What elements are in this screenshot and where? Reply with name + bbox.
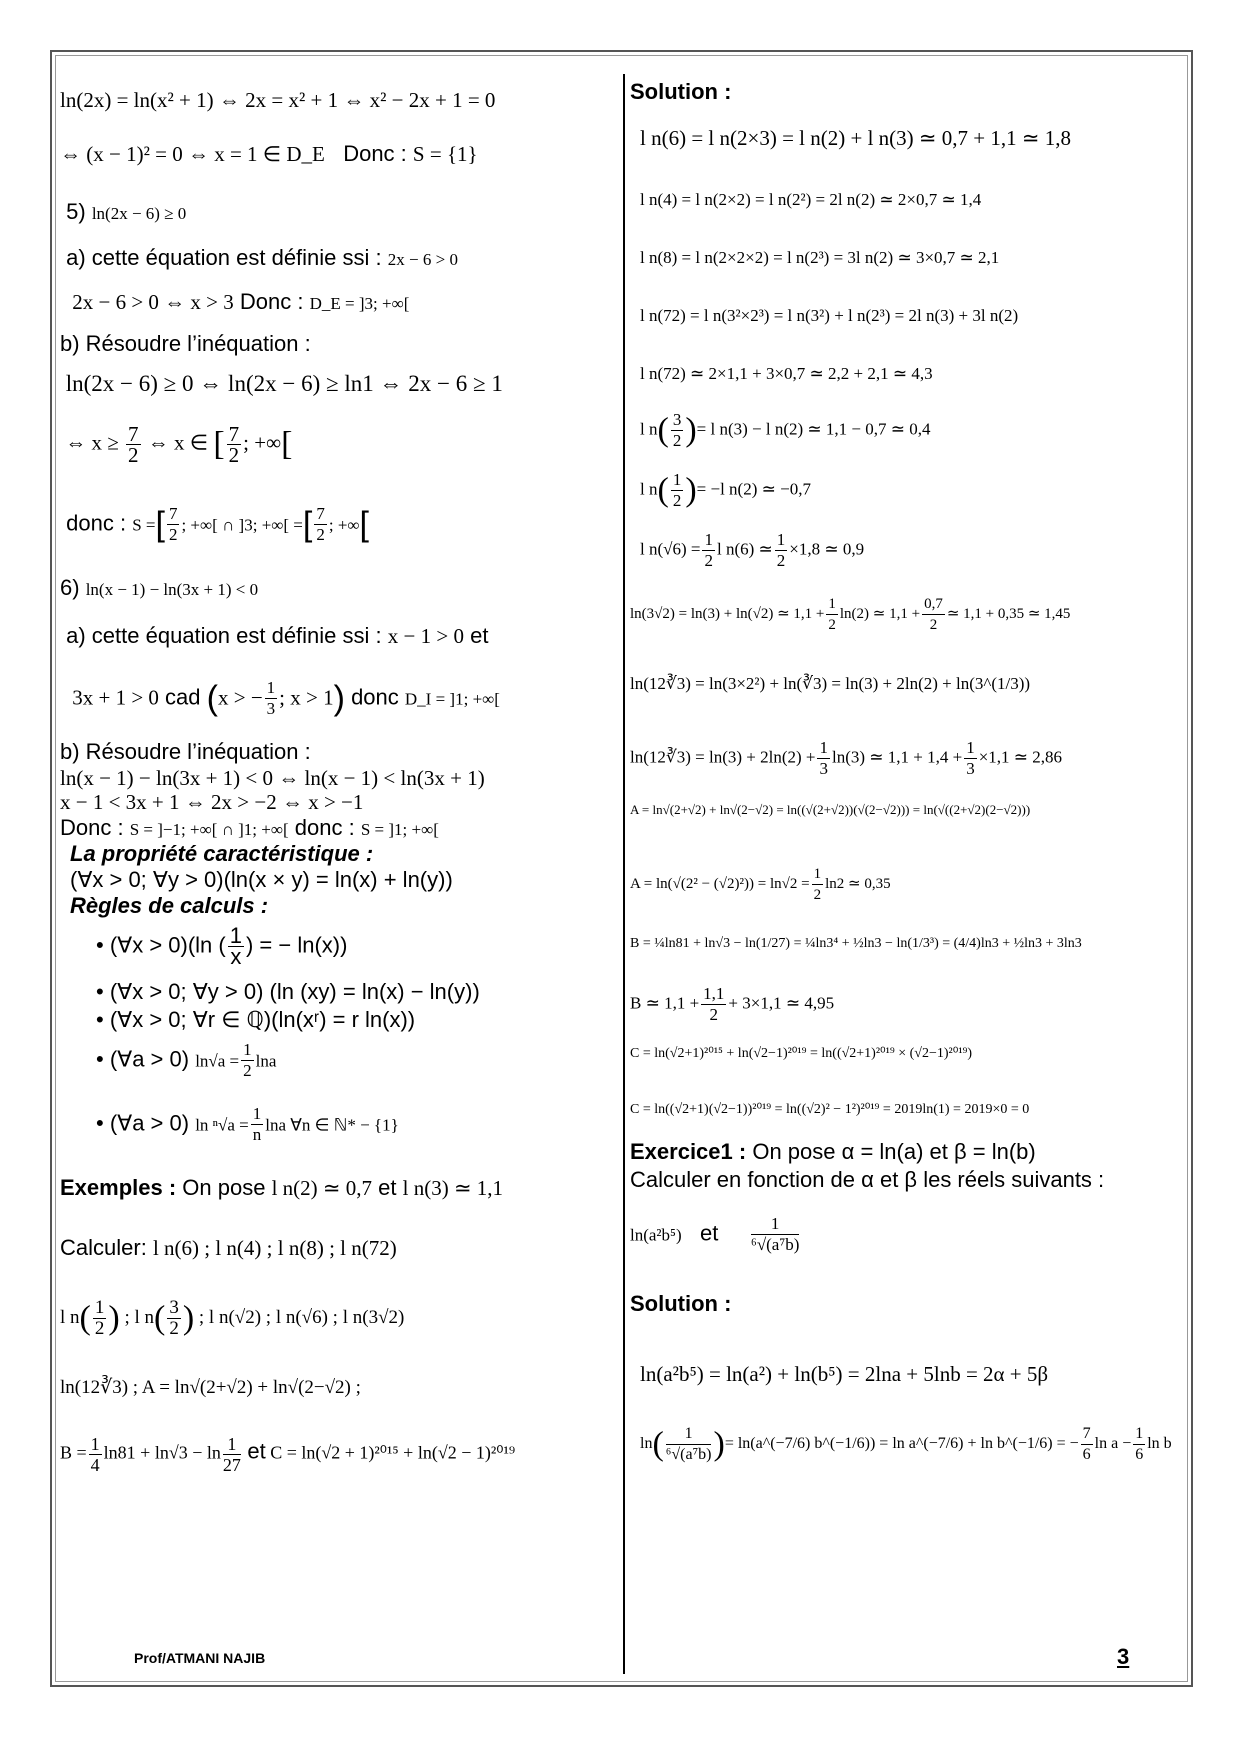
paren: ( [206, 679, 218, 718]
exercise-expressions [630, 1214, 801, 1255]
numerator: 3 [169, 1297, 179, 1318]
fraction-1-3 [265, 678, 278, 719]
solution-set-line [60, 504, 369, 545]
ln-label: ln [640, 1435, 653, 1453]
domain-set: D_I = ]1; +∞[ [404, 689, 500, 709]
calculate-list: ; l n(√2) ; l n(√6) ; l n(3√2) [198, 1306, 405, 1328]
donc-label: donc [351, 684, 399, 710]
solution-line: l n(72) = l n(3²×2³) = l n(3²) + l n(2³) = 2l n(3) + 3l n(2) [640, 306, 1019, 325]
ln-label: ; l n [124, 1306, 154, 1328]
denominator: 2 [828, 617, 836, 633]
exercise-instruction: Calculer en fonction de α et β les réels suivants : [630, 1167, 1105, 1192]
solve-line-1 [60, 370, 503, 398]
numerator: 7 [228, 422, 240, 446]
solution-title-2: Solution : [630, 1291, 732, 1316]
author-footer: Prof/ATMANI NAJIB [134, 1650, 266, 1666]
domain-condition-line [60, 244, 458, 274]
paren: ) [685, 411, 697, 449]
solution-line [630, 984, 834, 1025]
solution-expr: = −l n(2) ≃ −0,7 [696, 479, 811, 499]
solution-expr: ×1,8 ≃ 0,9 [789, 539, 865, 559]
denominator: 2 [776, 551, 786, 570]
solution-expr: = ln(a^(−7/6) b^(−1/6)) = ln a^(−7/6) + ln b^(−1/6) = − [724, 1435, 1079, 1453]
numerator: 3 [672, 410, 682, 429]
solve-line-4: x − 1 < 3x + 1 ⇔ 2x > −2 ⇔ x > −1 [60, 790, 364, 814]
property-text: (∀x > 0; ∀y > 0)(ln(x × y) = ln(x) + ln(y)) [70, 867, 453, 892]
paren: ) [713, 1425, 725, 1463]
solution-line: l n(8) = l n(2×2×2) = l n(2³) = 3l n(2) ≃ 3×0,7 ≃ 2,1 [640, 248, 1000, 267]
numerator: 1 [266, 678, 276, 697]
fraction-1-4 [89, 1434, 102, 1475]
fraction-1-2 [826, 594, 838, 635]
fraction-7-2 [126, 424, 141, 465]
item-5-heading [60, 198, 186, 228]
solve-line-2 [60, 424, 292, 465]
denominator: 2 [228, 443, 240, 467]
solution-line: A = ln√(2+√2) + ln√(2−√2) = ln((√(2+√2))(√(2−√2))) = ln(√((2+√2)(2−√2))) [630, 802, 1031, 817]
fraction-1-2 [93, 1298, 107, 1339]
condition-expr: ; x > 1 [279, 685, 334, 710]
solve-line-3: ln(x − 1) − ln(3x + 1) < 0 ⇔ ln(x − 1) < ln(3x + 1) [60, 766, 485, 790]
fraction-1-3 [817, 738, 830, 779]
numerator: 1 [751, 1214, 800, 1235]
numerator: 1 [229, 923, 242, 948]
solution-set: S = {1} [412, 142, 478, 166]
denominator: ⁶√(a⁷b) [750, 1235, 800, 1254]
paren: ( [79, 1299, 91, 1337]
ln-label: l n [640, 479, 658, 499]
numerator: 1 [94, 1297, 105, 1318]
rule-text: (∀x > 0; ∀r ∈ ℚ)(ln(xʳ) = r ln(x)) [109, 1007, 416, 1032]
fraction-1-2 [702, 530, 715, 571]
solve-heading: b) Résoudre l’inéquation : [60, 331, 311, 356]
fraction-1-2 [812, 864, 824, 905]
numerator: 1 [966, 738, 975, 757]
donc-label: donc : [294, 815, 355, 840]
numerator: 1 [252, 1104, 262, 1123]
paren: ) [108, 1299, 120, 1337]
solution-expr: + 3×1,1 ≃ 4,95 [728, 993, 835, 1013]
denominator: 6 [1135, 1446, 1144, 1463]
fraction-1-2 [241, 1040, 254, 1081]
numerator: 7 [168, 504, 178, 523]
donc-label: Donc : [343, 141, 407, 166]
solve-member: ⇔ x ∈ [147, 430, 209, 455]
fraction-07-2 [922, 594, 945, 635]
rule-item-1: • (∀x > 0)(ln ( $\frac{1}{x}$ ) = − ln(x)) [96, 923, 348, 969]
fraction-7-6 [1081, 1424, 1093, 1465]
denominator: 2 [169, 1318, 179, 1339]
exercise-text: On pose α = ln(a) et β = ln(b) [752, 1139, 1036, 1164]
solution-line [640, 470, 811, 511]
condition-label: a) cette équation est définie ssi : [66, 623, 382, 648]
denominator: 2 [704, 551, 713, 570]
calculate-line [60, 1234, 397, 1262]
numerator: 7 [128, 422, 139, 446]
rule-text: (∀a > 0) [109, 1046, 190, 1072]
solution-expr: B ≃ 1,1 + [630, 993, 700, 1013]
rule-expr: lna ∀n ∈ ℕ* − {1} [265, 1115, 399, 1135]
denominator: 2 [316, 525, 325, 544]
examples-title: Exemples : [60, 1175, 177, 1200]
c-expr: C = ln(√2 + 1)²⁰¹⁵ + ln(√2 − 1)²⁰¹⁹ [270, 1442, 516, 1463]
solution-expr: ln a − [1094, 1435, 1132, 1453]
denominator: 2 [243, 1061, 252, 1080]
numerator: 1 [672, 470, 682, 489]
solution-line [630, 864, 891, 905]
calculate-list: l n(6) ; l n(4) ; l n(8) ; l n(72) [152, 1236, 397, 1260]
left-column [60, 74, 616, 1674]
paren: ( [657, 411, 669, 449]
denominator: 2 [168, 525, 178, 544]
solution-line: l n(72) ≃ 2×1,1 + 3×0,7 ≃ 2,2 + 2,1 ≃ 4,3 [640, 364, 933, 383]
numerator: 1 [776, 530, 786, 549]
calculate-line-2 [60, 1298, 404, 1339]
donc-label: Donc : [239, 289, 304, 314]
fraction-1-3 [964, 738, 977, 779]
fraction-1-root [751, 1214, 800, 1255]
solution-line [630, 738, 1062, 779]
numerator: 1 [826, 594, 838, 615]
condition-label: a) cette équation est définie ssi : [66, 245, 382, 270]
solve-heading-2: b) Résoudre l’inéquation : [60, 739, 311, 764]
property-title: La propriété caractéristique : [70, 841, 374, 866]
fraction-3-2 [167, 1298, 181, 1339]
rule-text: (∀x > 0; ∀y > 0) (ln (xy) = ln(x) − ln(y)) [109, 979, 480, 1004]
and-label: et [699, 1220, 719, 1246]
numerator: 0,7 [922, 594, 945, 615]
denominator: 2 [709, 1005, 719, 1024]
numerator: 1 [223, 1434, 241, 1455]
page-number: 3 [1117, 1644, 1130, 1669]
donc-label: Donc : [60, 815, 124, 840]
bracket: [ [302, 505, 313, 544]
solution-expr: ln(2) ≃ 1,1 + [839, 605, 921, 622]
bracket: [ [359, 505, 369, 544]
solution-line [60, 140, 478, 168]
item-number: 5) [66, 199, 86, 224]
bracket: [ [155, 505, 165, 544]
solution-expr: A = ln(√(2² − (√2)²)) = ln√2 = [630, 875, 810, 892]
rule-item-3: • (∀x > 0; ∀r ∈ ℚ)(ln(xʳ) = r ln(x)) [96, 1007, 416, 1032]
numerator: 7 [1081, 1424, 1093, 1445]
solution-expr: ln(3) ≃ 1,1 + 1,4 + [831, 747, 963, 767]
rules-title: Règles de calculs : [70, 893, 269, 918]
item-6-heading [60, 574, 258, 604]
solution-expr: ln(3√2) = ln(3) + ln(√2) ≃ 1,1 + [630, 605, 825, 622]
denominator: 2 [813, 887, 822, 903]
fraction-11-2 [701, 984, 726, 1025]
exercise-title: Exercice1 : [630, 1139, 747, 1164]
fraction-1-2 [671, 470, 684, 511]
condition-expr: 2x − 6 > 0 [387, 250, 458, 269]
inequation-text: ln(2x − 6) ≥ 0 [91, 204, 187, 223]
equation-text: ln(2x) = ln(x² + 1) ⇔ 2x = x² + 1 ⇔ x² − 2x + 1 = 0 [60, 88, 496, 112]
fraction-1-x [228, 923, 244, 969]
numerator: 1,1 [703, 984, 725, 1003]
domain-result-line [60, 288, 409, 318]
solution-expr: ≃ 1,1 + 0,35 ≃ 1,45 [946, 605, 1071, 622]
solution-line: ln(a²b⁵) = ln(a²) + ln(b⁵) = 2lna + 5lnb = 2α + 5β [640, 1362, 1049, 1386]
fraction-1-27 [223, 1434, 241, 1475]
fraction-1-root [666, 1424, 712, 1465]
numerator: 1 [704, 530, 713, 549]
solution-line: B = ¼ln81 + ln√3 − ln(1/27) = ¼ln3⁴ + ½ln3 − ln(1/3³) = (4/4)ln3 + ½ln3 + 3ln3 [630, 936, 1082, 951]
domain-result-line-2 [60, 678, 500, 719]
numerator: 1 [812, 864, 824, 885]
domain-condition-line-2 [60, 622, 488, 650]
solution-expr: = l n(3) − l n(2) ≃ 1,1 − 0,7 ≃ 0,4 [696, 419, 931, 439]
numerator: 1 [1133, 1424, 1145, 1445]
numerator: 1 [243, 1040, 252, 1059]
denominator: 2 [672, 491, 682, 510]
bracket: [ [281, 425, 293, 463]
rule-text: (∀a > 0) [109, 1110, 190, 1136]
ln2-value: l n(2) ≃ 0,7 [271, 1176, 373, 1200]
interval-end: ; +∞ [328, 515, 360, 535]
numerator: 1 [819, 738, 828, 757]
solution-line: C = ln((√2+1)(√2−1))²⁰¹⁹ = ln((√2)² − 1²)²⁰¹⁹ = 2019ln(1) = 2019×0 = 0 [630, 1102, 1030, 1117]
paren: ( [154, 1299, 166, 1337]
denominator: 2 [672, 431, 682, 450]
fraction-1-6 [1133, 1424, 1145, 1465]
denominator: 2 [929, 617, 938, 633]
b-expr: ln81 + ln√3 − ln [103, 1442, 221, 1463]
fraction-3-2 [671, 410, 684, 451]
fraction-7-2 [167, 504, 180, 545]
denominator: 4 [90, 1455, 100, 1475]
fraction-7-2 [314, 504, 327, 545]
right-column [630, 74, 1186, 1674]
denominator: 3 [819, 759, 828, 778]
item-number: 6) [60, 575, 80, 600]
solve-text: ln(2x − 6) ≥ 0 ⇔ ln(2x − 6) ≥ ln1 ⇔ 2x − 6 ≥ 1 [65, 371, 503, 396]
solution-expr: ln(12∛3) = ln(3) + 2ln(2) + [630, 747, 816, 767]
solution-expr: ln b [1147, 1435, 1172, 1453]
denominator: n [252, 1125, 262, 1144]
solution-line [640, 410, 930, 451]
rule-text: (∀x > 0)(ln ( [109, 932, 226, 958]
examples-line [60, 1174, 503, 1202]
ln-label: l n [640, 419, 658, 439]
solution-line: ln(12∛3) = ln(3×2²) + ln(∛3) = ln(3) + 2ln(2) + ln(3^(1/3)) [630, 674, 1031, 693]
fraction-1-n [251, 1104, 264, 1145]
rule-text: ) = − ln(x)) [245, 932, 348, 958]
calculate-line-4 [60, 1434, 515, 1475]
solution-set: S = ]1; +∞[ [360, 820, 439, 839]
solution-line: C = ln(√2+1)²⁰¹⁵ + ln(√2−1)²⁰¹⁹ = ln((√2+1)²⁰¹⁹ × (√2−1)²⁰¹⁹) [630, 1046, 973, 1061]
paren: ) [333, 679, 345, 718]
numerator: 1 [666, 1424, 712, 1445]
denominator: 6 [1082, 1446, 1091, 1463]
calculate-line-3: ln(12∛3) ; A = ln√(2+√2) + ln√(2−√2) ; [60, 1377, 361, 1398]
solution-expr: l n(6) ≃ [716, 539, 773, 559]
and-label: et [378, 1175, 397, 1200]
paren: ( [652, 1425, 664, 1463]
solution-expr: l n(√6) = [640, 539, 701, 559]
rule-item-4: • (∀a > 0) ln√a = $\frac{1}{2}$ lna [96, 1040, 277, 1080]
denominator: x [230, 944, 242, 969]
solution-line: l n(4) = l n(2×2) = l n(2²) = 2l n(2) ≃ 2×0,7 ≃ 1,4 [640, 190, 982, 209]
condition-expr: 3x + 1 > 0 [72, 685, 159, 710]
inequation-text: ln(x − 1) − ln(3x + 1) < 0 [85, 580, 259, 599]
domain-equivalence: 2x − 6 > 0 ⇔ x > 3 [72, 290, 234, 314]
donc-label: donc : [66, 510, 127, 536]
numerator: 1 [90, 1434, 100, 1454]
solution-line [640, 530, 864, 571]
paren: ) [685, 471, 697, 509]
rule-expr: ln ⁿ√a = [195, 1115, 249, 1135]
fraction-7-2 [227, 424, 242, 465]
solution-line: l n(6) = l n(2×3) = l n(2) + l n(3) ≃ 0,7 + 1,1 ≃ 1,8 [640, 126, 1071, 150]
ln-label: l n [60, 1306, 80, 1328]
condition-expr: x > − [217, 685, 263, 710]
fraction-1-2 [775, 530, 788, 571]
examples-text: On pose [182, 1175, 266, 1200]
denominator: ⁶√(a⁷b) [665, 1446, 712, 1463]
equivalence-text: ⇔ (x − 1)² = 0 ⇔ x = 1 ∈ D_E [60, 142, 325, 166]
denominator: 2 [94, 1318, 105, 1339]
paren: ) [182, 1299, 195, 1337]
b-label: B = [60, 1442, 87, 1463]
set-expr: S = ]−1; +∞[ ∩ ]1; +∞[ [129, 820, 289, 839]
column-divider [623, 74, 625, 1674]
and-label: et [470, 623, 489, 648]
rule-item-5: • (∀a > 0) ln ⁿ√a = $\frac{1}{n}$ lna ∀n ∈ ℕ* − {1} [96, 1104, 399, 1144]
and-label: et [247, 1438, 266, 1464]
cad-label: cad [165, 684, 201, 710]
solve-equiv: ⇔ x ≥ [65, 430, 119, 455]
paren: ( [657, 471, 669, 509]
rule-expr: lna [255, 1051, 277, 1071]
rule-item-2: • (∀x > 0; ∀y > 0) (ln (xy) = ln(x) − ln(y)) [96, 979, 480, 1004]
calculate-label: Calculer: [60, 1235, 147, 1260]
exercise-heading [630, 1138, 1036, 1166]
denominator: 2 [128, 443, 139, 467]
solution-line [630, 594, 1070, 635]
intersection-text: ; +∞[ ∩ ]3; +∞[ = [181, 515, 303, 535]
domain-set: D_E = ]3; +∞[ [309, 294, 410, 313]
numerator: 7 [316, 504, 325, 523]
solution-line [640, 1424, 1172, 1465]
ln3-value: l n(3) ≃ 1,1 [402, 1176, 504, 1200]
solution-expr: ×1,1 ≃ 2,86 [978, 747, 1063, 767]
rule-expr: ln√a = [195, 1051, 240, 1071]
exercise-expr: ln(a²b⁵) [630, 1225, 682, 1245]
equation-line [60, 86, 495, 114]
solution-title: Solution : [630, 79, 732, 104]
interval-end: ; +∞ [243, 430, 282, 455]
denominator: 3 [966, 759, 975, 778]
solution-expr: ln2 ≃ 0,35 [825, 875, 891, 892]
set-label: S = [132, 515, 156, 535]
denominator: 3 [266, 699, 276, 718]
denominator: 27 [222, 1455, 241, 1475]
condition-expr: x − 1 > 0 [387, 624, 464, 648]
bracket: [ [213, 425, 225, 463]
